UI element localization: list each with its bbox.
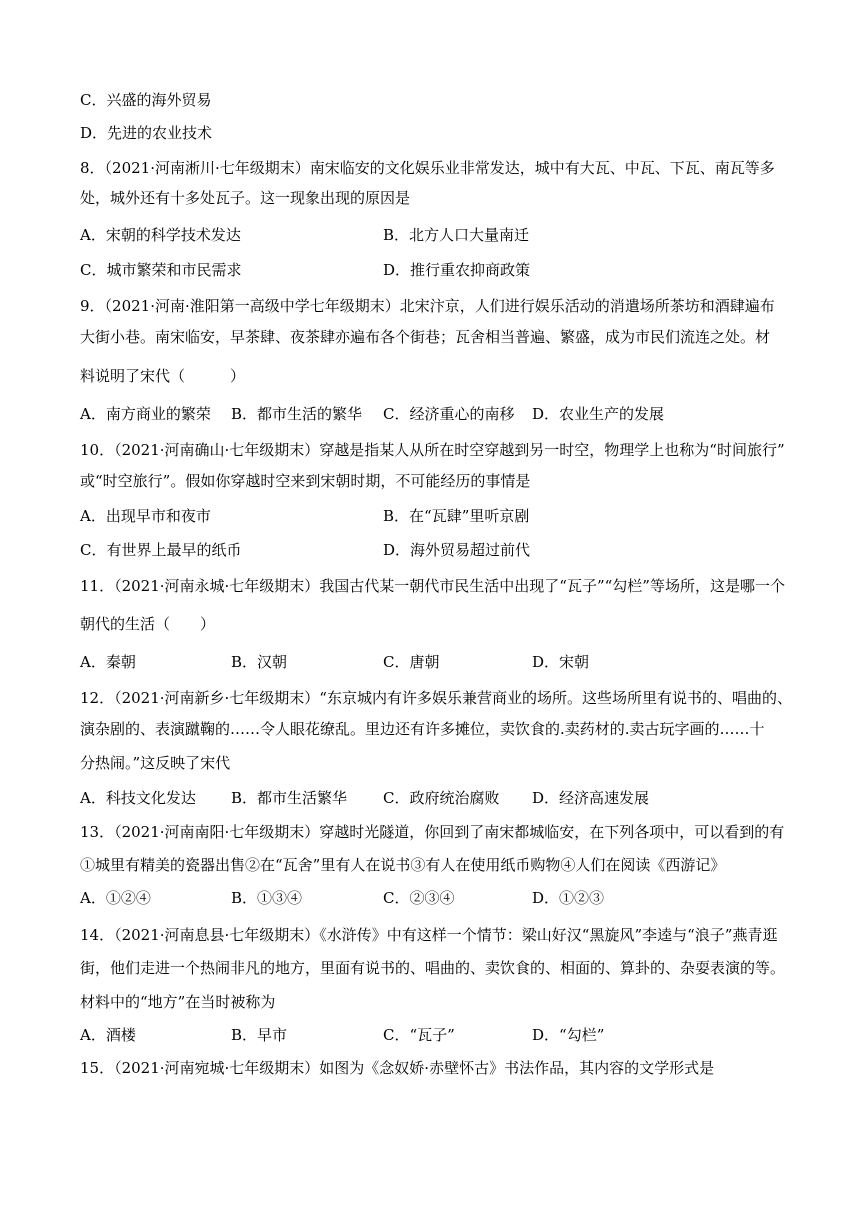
q10-stem-line-2: 或“时空旅行”。假如你穿越时空来到宋朝时期，不可能经历的事情是	[80, 472, 531, 490]
q14-option-a[interactable]: A．酒楼	[80, 1026, 136, 1044]
q9-stem-line-1: 9．（2021·河南·淮阳第一高级中学七年级期末）北宋汴京，人们进行娱乐活动的消遣场所茶坊和酒肆遍布	[80, 297, 775, 315]
q11-stem-line-1: 11．（2021·河南永城·七年级期末）我国古代某一朝代市民生活中出现了“瓦子”“勾栏”等场所，这是哪一个	[80, 577, 785, 595]
q10-option-b[interactable]: B．在“瓦肆”里听京剧	[383, 507, 530, 525]
q12-option-b[interactable]: B．都市生活繁华	[231, 789, 348, 807]
q9-option-b[interactable]: B．都市生活的繁华	[231, 405, 363, 423]
q13-option-c[interactable]: C．②③④	[383, 889, 455, 907]
q10-option-a[interactable]: A．出现早市和夜市	[80, 507, 211, 525]
q10-stem-line-1: 10．（2021·河南确山·七年级期末）穿越是指某人从所在时空穿越到另一时空，物理学上也称为“时间旅行”	[80, 441, 785, 459]
q11-option-b[interactable]: B．汉朝	[231, 653, 288, 671]
prev-option-d: D．先进的农业技术	[80, 124, 213, 142]
q11-stem-line-2: 朝代的生活（ ）	[80, 615, 216, 633]
q14-stem-line-3: 材料中的“地方”在当时被称为	[80, 993, 276, 1011]
q9-option-c[interactable]: C．经济重心的南移	[383, 405, 515, 423]
q9-option-a[interactable]: A．南方商业的繁荣	[80, 405, 211, 423]
q9-stem-line-2: 大街小巷。南宋临安，早茶肆、夜茶肆亦遍布各个街巷；瓦舍相当普遍、繁盛，成为市民们流连之处。材	[80, 328, 771, 346]
q11-option-a[interactable]: A．秦朝	[80, 653, 136, 671]
q12-option-d[interactable]: D．经济高速发展	[532, 789, 650, 807]
q11-option-c[interactable]: C．唐朝	[383, 653, 440, 671]
q8-option-b[interactable]: B．北方人口大量南迁	[383, 226, 530, 244]
q12-stem-line-3: 分热闹。”这反映了宋代	[80, 754, 231, 772]
q14-stem-line-2: 街，他们走进一个热闹非凡的地方，里面有说书的、唱曲的、卖饮食的、相面的、算卦的、杂耍表演的等。	[80, 959, 786, 977]
q8-stem-line-1: 8．（2021·河南淅川·七年级期末）南宋临安的文化娱乐业非常发达，城中有大瓦、中瓦、下瓦、南瓦等多	[80, 159, 775, 177]
q8-option-d[interactable]: D．推行重农抑商政策	[383, 261, 531, 279]
q10-option-c[interactable]: C．有世界上最早的纸币	[80, 541, 242, 559]
q13-option-d[interactable]: D．①②③	[532, 889, 605, 907]
q8-option-c[interactable]: C．城市繁荣和市民需求	[80, 261, 242, 279]
q13-option-b[interactable]: B．①③④	[231, 889, 303, 907]
q14-option-d[interactable]: D．“勾栏”	[532, 1026, 605, 1044]
q11-option-d[interactable]: D．宋朝	[532, 653, 590, 671]
q10-option-d[interactable]: D．海外贸易超过前代	[383, 541, 531, 559]
q8-stem-line-2: 处，城外还有十多处瓦子。这一现象出现的原因是	[80, 189, 411, 207]
q14-option-c[interactable]: C．“瓦子”	[383, 1026, 455, 1044]
q9-option-d[interactable]: D．农业生产的发展	[532, 405, 665, 423]
q13-stem-line-1: 13．（2021·河南南阳·七年级期末）穿越时光隧道，你回到了南宋都城临安，在下列各项中，可以看到的有	[80, 823, 785, 841]
q13-option-a[interactable]: A．①②④	[80, 889, 151, 907]
q12-option-c[interactable]: C．政府统治腐败	[383, 789, 500, 807]
q12-option-a[interactable]: A．科技文化发达	[80, 789, 196, 807]
q15-stem-line-1: 15．（2021·河南宛城·七年级期末）如图为《念奴娇·赤壁怀古》书法作品，其内容的文学形式是	[80, 1059, 715, 1077]
q8-option-a[interactable]: A．宋朝的科学技术发达	[80, 226, 241, 244]
q14-option-b[interactable]: B．早市	[231, 1026, 288, 1044]
q9-stem-line-3: 料说明了宋代（ ）	[80, 367, 246, 385]
q12-stem-line-2: 演杂剧的、表演蹴鞠的……令人眼花缭乱。里边还有许多摊位，卖饮食的.卖药材的.卖古玩字画的……十	[80, 720, 765, 738]
prev-option-c: C．兴盛的海外贸易	[80, 91, 212, 109]
q12-stem-line-1: 12．（2021·河南新乡·七年级期末）“东京城内有许多娱乐兼营商业的场所。这些场所里有说书的、唱曲的、	[80, 689, 792, 707]
q13-stem-line-2: ①城里有精美的瓷器出售②在“瓦舍”里有人在说书③有人在使用纸币购物④人们在阅读《西游记》	[80, 856, 726, 874]
q14-stem-line-1: 14．（2021·河南息县·七年级期末）《水浒传》中有这样一个情节：梁山好汉“黑旋风”李逵与“浪子”燕青逛	[80, 926, 778, 944]
